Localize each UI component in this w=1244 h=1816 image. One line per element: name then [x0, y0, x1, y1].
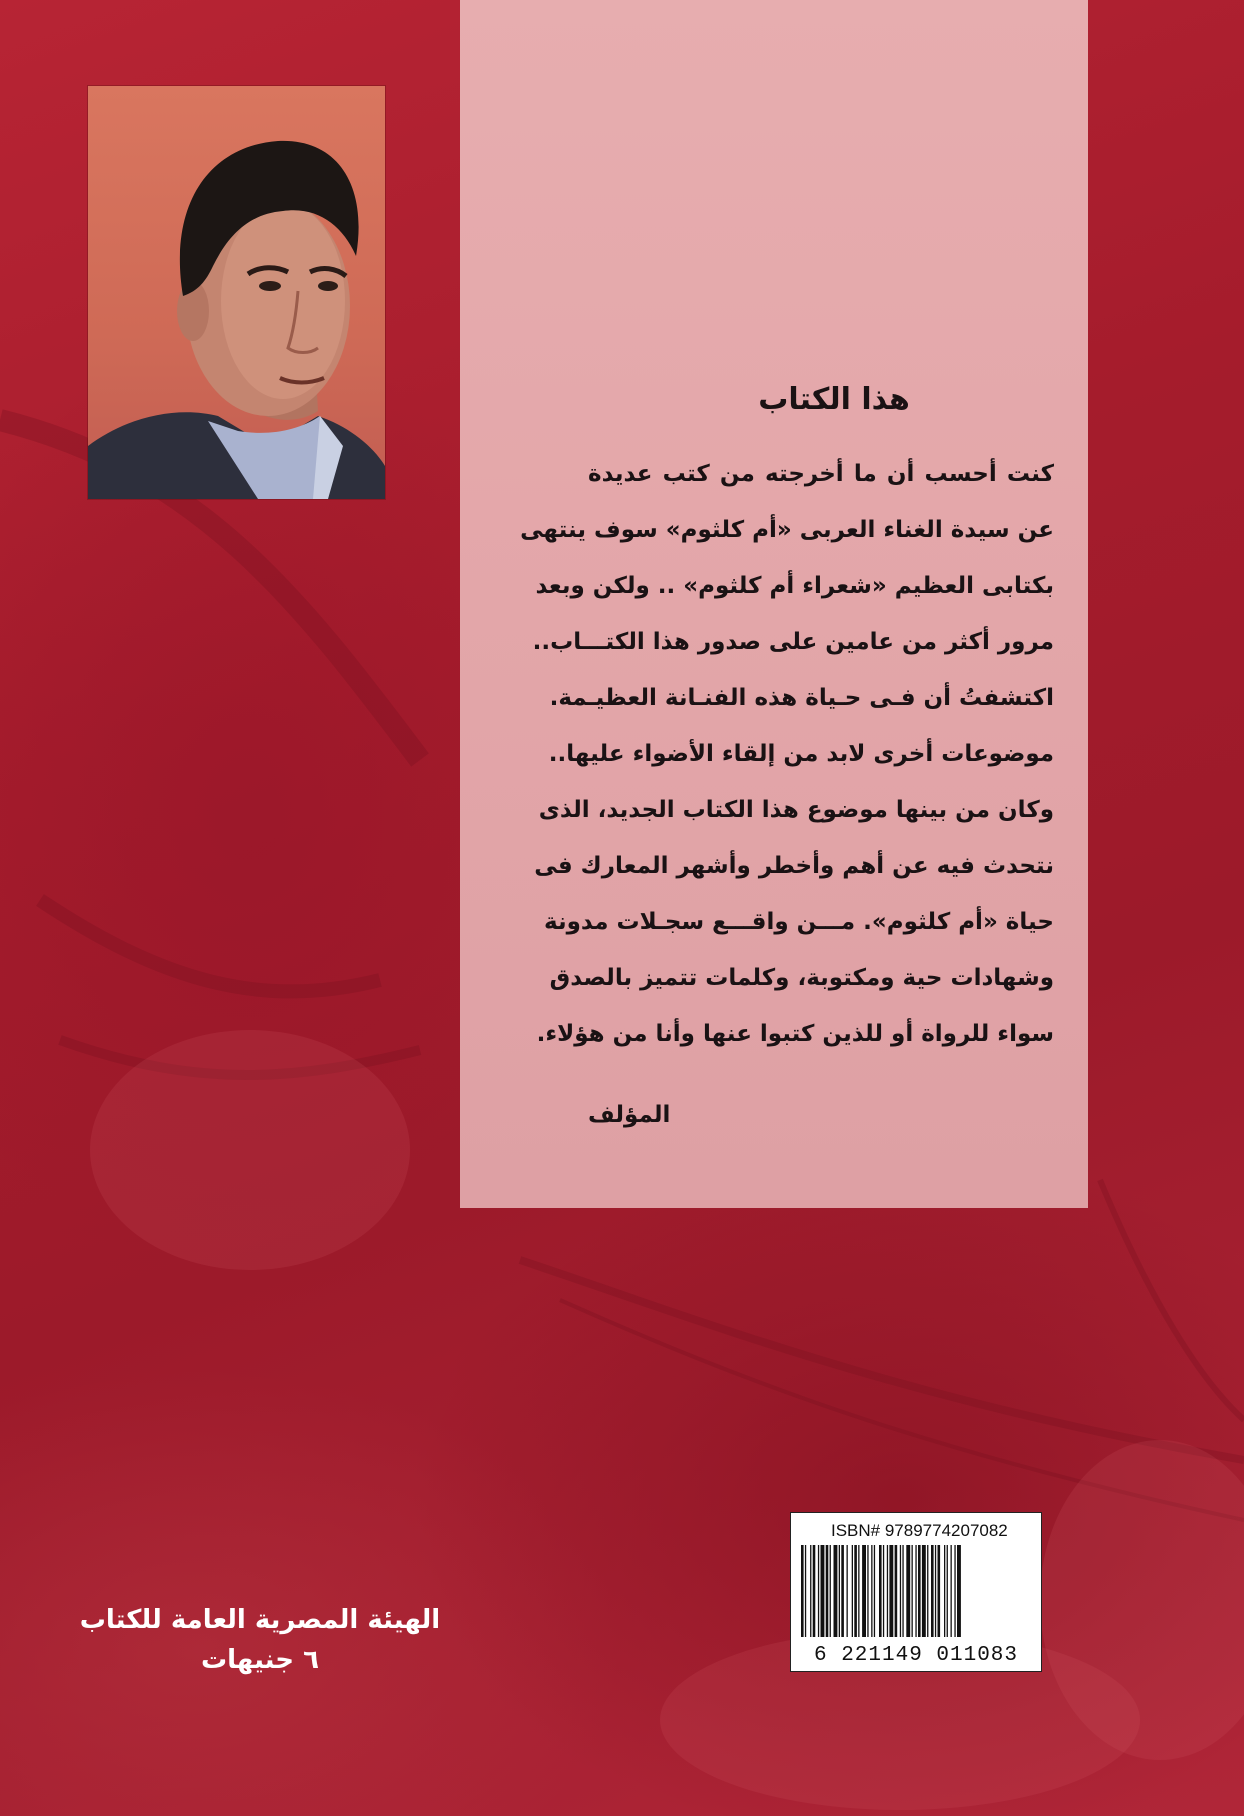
- description-line: نتحدث فيه عن أهم وأخطر وأشهر المعارك فى: [534, 853, 1054, 879]
- panel-title: هذا الكتاب: [758, 382, 910, 417]
- book-price: ٦ جنيهات: [201, 1645, 319, 1675]
- description-line: كنت أحسب أن ما أخرجته من كتب عديدة: [588, 461, 1054, 487]
- publisher-name: الهيئة المصرية العامة للكتاب: [79, 1605, 441, 1635]
- book-description-panel: [460, 0, 1088, 1208]
- description-line: وشهادات حية ومكتوبة، وكلمات تتميز بالصدق: [549, 965, 1054, 991]
- panel-body: [520, 446, 1054, 1062]
- barcode-number: 6 221149 011083: [813, 1644, 1019, 1667]
- barcode-bars: [801, 1545, 1033, 1637]
- description-line: اكتشفتُ أن فـى حـياة هذه الفنـانة العظيـمة.: [549, 685, 1054, 711]
- author-photo: [88, 86, 385, 499]
- description-line: عن سيدة الغناء العربى «أم كلثوم» سوف ينتهى: [520, 517, 1054, 543]
- author-signature: المؤلف: [588, 1102, 671, 1128]
- description-line: مرور أكثر من عامين على صدور هذا الكتـــاب..: [532, 629, 1054, 655]
- description-line: وكان من بينها موضوع هذا الكتاب الجديد، الذى: [538, 797, 1054, 823]
- description-line: بكتابى العظيم «شعراء أم كلثوم» .. ولكن وبعد: [535, 573, 1054, 599]
- isbn-barcode: [790, 1512, 1042, 1672]
- isbn-label: ISBN# 9789774207082: [831, 1521, 1008, 1540]
- publisher-block: [70, 1600, 450, 1680]
- description-line: حياة «أم كلثوم». مـــن واقـــع سجـلات مدونة: [544, 909, 1054, 935]
- description-line: سواء للرواة أو للذين كتبوا عنها وأنا من هؤلاء.: [536, 1021, 1054, 1047]
- description-line: موضوعات أخرى لابد من إلقاء الأضواء عليها..: [548, 741, 1054, 767]
